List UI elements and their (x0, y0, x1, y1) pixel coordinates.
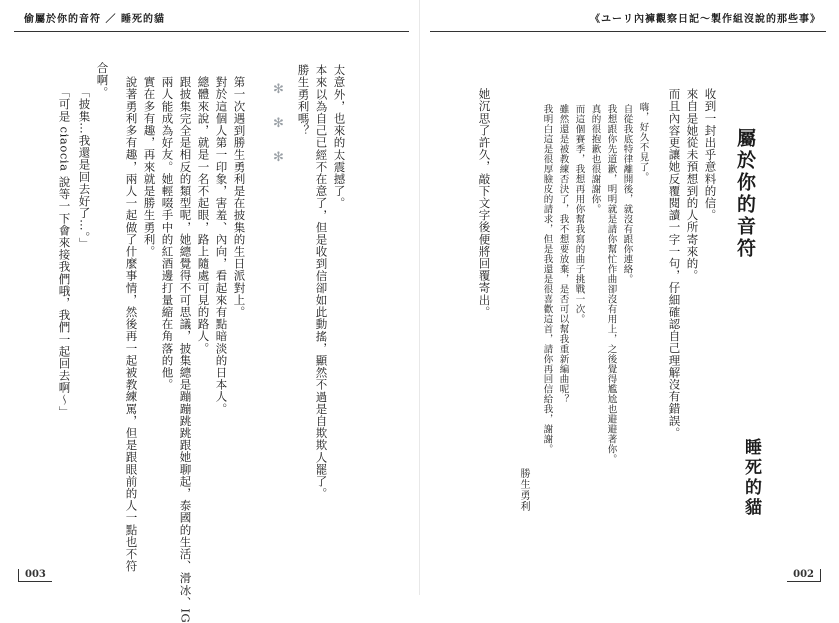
story-title: 屬於你的音符 (734, 128, 756, 260)
letter-line: 真的很抱歉也很謝謝你。 (589, 104, 601, 214)
body-line: 來自是她從未預想到的人所寄來的。 (685, 88, 700, 282)
dialogue-line: 「披集…我還是回去好了…。」 (77, 86, 92, 250)
page-number: 003 (18, 569, 52, 582)
section-break-star-icon: ✻ (273, 116, 284, 131)
body-line: 本來以為自己已經不在意了，但是收到信卻如此動搖，顯然不過是自欺欺人罷了。 (314, 64, 329, 500)
left-page (0, 0, 419, 623)
body-line: 第一次遇到勝生勇利是在披集的生日派對上。 (232, 76, 247, 318)
letter-line: 自從我底特律離開後，就沒有跟你連絡。 (621, 104, 633, 284)
letter-line: 而這個賽季，我想再用你幫我寫的曲子挑戰一次。 (573, 104, 585, 324)
body-line: 對於這個人第一印象，害羞、內向，看起來有點暗淡的日本人。 (214, 76, 229, 415)
dialogue-line: 「可是 ciaocia 說等一下會來接我們哦，我們一起回去啊〜」 (57, 86, 72, 418)
body-line: 收到一封出乎意料的信。 (703, 88, 718, 222)
section-break-star-icon: ✻ (273, 82, 284, 97)
right-running-header: 《ユーリ內褲觀察日記〜製作組沒說的那些事》 (590, 14, 821, 25)
story-author: 睡死的貓 (741, 438, 761, 518)
body-line: 兩人能成為好友。她輕啜手中的紅酒邊打量縮在角落的他。 (160, 76, 175, 391)
letter-line: 我明白這是很厚臉皮的請求，但是我還是很喜歡這首，請你再回信給我，謝謝。 (541, 104, 553, 454)
body-line: 勝生勇利嗎？ (296, 64, 311, 137)
body-line: 跟披集完全是相反的類型呢，她總覺得不可思議，披集總是蹦蹦跳跳跟她聊起，泰國的生活、滑冰、IG (178, 76, 193, 623)
body-line: 說著勇利多有趣，兩人一起做了什麼事情，然後再一起被教練罵，但是跟眼前的人一點也不符 (124, 76, 139, 573)
body-line: 她沉思了許久，敲下文字後便將回覆寄出。 (477, 88, 492, 318)
letter-line: 我想跟你先道歉，明明就是請你幫忙作曲卻沒有用上，之後覺得尷尬也避避著你。 (605, 104, 617, 464)
body-line: 總體來說，就是一名不起眼，路上隨處可見的路人。 (196, 76, 211, 355)
body-line: 合啊。 (95, 62, 110, 99)
letter-signature: 勝生勇利 (518, 468, 529, 512)
letter-line: 嗨，好久不見了。 (637, 102, 649, 182)
left-header-rule (14, 31, 409, 32)
left-running-header: 偷屬於你的音符 ／ 睡死的貓 (24, 14, 165, 25)
page-number: 002 (787, 569, 821, 582)
letter-line: 雖然還是被教練否決了，我不想要放棄，是否可以幫我重新編曲呢？ (557, 104, 569, 404)
section-break-star-icon: ✻ (273, 150, 284, 165)
right-header-rule (430, 31, 826, 32)
body-line: 實在多有趣，再來就是勝生勇利。 (142, 76, 157, 258)
right-page (420, 0, 839, 595)
body-line: 而且內容更讓她反覆閱讀一字一句，仔細確認自己理解沒有錯誤。 (667, 88, 682, 439)
body-line: 太意外，也來的太震撼了。 (332, 64, 347, 210)
